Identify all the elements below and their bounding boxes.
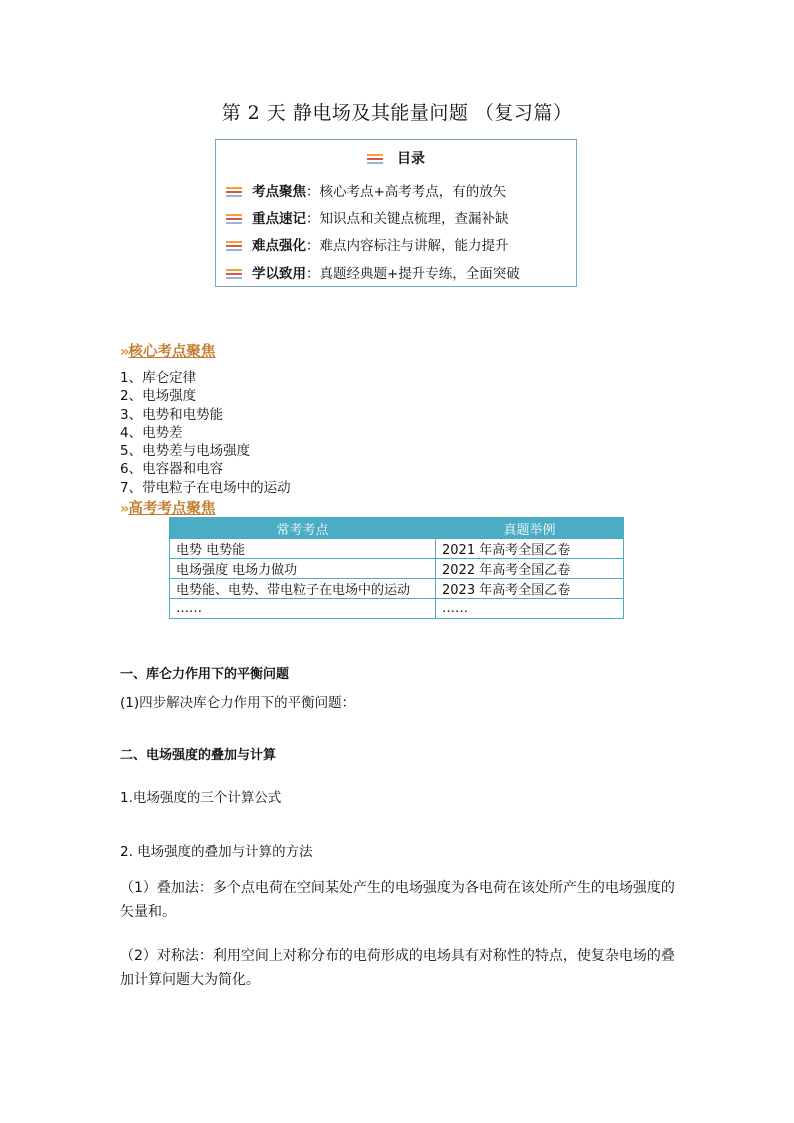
- list-item: 2、电场强度: [120, 388, 197, 405]
- toc-item-key: 学以致用: [252, 266, 306, 282]
- table-row: [170, 599, 624, 619]
- list-item: 1、库仑定律: [120, 370, 197, 386]
- toc-item[interactable]: [226, 262, 520, 282]
- table-cell: 2023 年高考全国乙卷: [436, 579, 624, 599]
- section-2-title: 二、电场强度的叠加与计算: [120, 748, 277, 763]
- toc-item-key: 考点聚焦: [252, 184, 306, 200]
- toc-item[interactable]: [226, 234, 509, 254]
- section-2-paragraph-1: 1.电场强度的三个计算公式: [120, 790, 282, 806]
- core-section-heading: [120, 340, 215, 361]
- list-lines-icon: [226, 267, 242, 281]
- toc-item-text: ：真题经典题+提升专练，全面突破: [306, 266, 520, 282]
- double-chevron-right-icon: »: [120, 501, 127, 517]
- list-item: 5、电势差与电场强度: [120, 443, 251, 460]
- table-cell: 2021 年高考全国乙卷: [436, 539, 624, 559]
- table-header-row: [170, 518, 624, 539]
- table-cell: 电势能、电势、带电粒子在电场中的运动: [170, 579, 436, 599]
- toc-item[interactable]: [226, 207, 509, 227]
- section-2-paragraph-4: （2）对称法：利用空间上对称分布的电荷形成的电场具有对称性的特点，使复杂电场的叠加计算问题大为简化。: [120, 948, 675, 988]
- toc-item-key: 难点强化: [252, 238, 306, 254]
- core-topic-list: [120, 369, 291, 497]
- toc-heading: 目录: [397, 151, 425, 167]
- table-of-contents: [215, 139, 577, 287]
- section-2-paragraph-3: （1）叠加法：多个点电荷在空间某处产生的电场强度为各电荷在该处所产生的电场强度的矢量和。: [120, 880, 675, 920]
- list-item: 6、电容器和电容: [120, 461, 224, 478]
- section-1-title: 一、库仑力作用下的平衡问题: [120, 667, 290, 682]
- list-lines-icon: [226, 212, 242, 226]
- list-lines-icon: [226, 239, 242, 253]
- table-cell: 2022 年高考全国乙卷: [436, 559, 624, 579]
- list-lines-icon: [226, 185, 242, 199]
- core-heading-text: 核心考点聚焦: [128, 344, 216, 360]
- table-row: [170, 539, 624, 559]
- list-lines-icon: [367, 152, 383, 166]
- section-1-paragraph: (1)四步解决库仑力作用下的平衡问题：: [120, 695, 356, 711]
- gaokao-heading-text: 高考考点聚焦: [128, 501, 216, 517]
- column-header: 真题举例: [436, 518, 624, 539]
- section-2-paragraph-2: 2. 电场强度的叠加与计算的方法: [120, 844, 313, 860]
- column-header: 常考考点: [170, 518, 436, 539]
- toc-item-text: ：知识点和关键点梳理，查漏补缺: [306, 211, 509, 227]
- list-item: 7、带电粒子在电场中的运动: [120, 479, 291, 496]
- double-chevron-right-icon: »: [120, 344, 127, 360]
- table-row: [170, 579, 624, 599]
- table-cell: 电场强度 电场力做功: [170, 559, 436, 579]
- toc-heading-row: [216, 148, 576, 168]
- toc-item-text: ：难点内容标注与讲解，能力提升: [306, 238, 509, 254]
- table-cell: 电势 电势能: [170, 539, 436, 559]
- toc-item-key: 重点速记: [252, 211, 306, 227]
- page-title: 第 2 天 静电场及其能量问题 （复习篇）: [221, 102, 573, 124]
- table-row: [170, 559, 624, 579]
- gaokao-section-heading: [120, 497, 215, 518]
- list-item: 4、电势差: [120, 424, 183, 441]
- toc-item[interactable]: [226, 180, 506, 200]
- table-cell: ……: [436, 599, 624, 619]
- toc-item-text: ：核心考点+高考考点，有的放矢: [306, 184, 507, 200]
- table-cell: ……: [170, 599, 436, 619]
- list-item: 3、电势和电势能: [120, 406, 224, 423]
- exam-points-table: [169, 517, 624, 619]
